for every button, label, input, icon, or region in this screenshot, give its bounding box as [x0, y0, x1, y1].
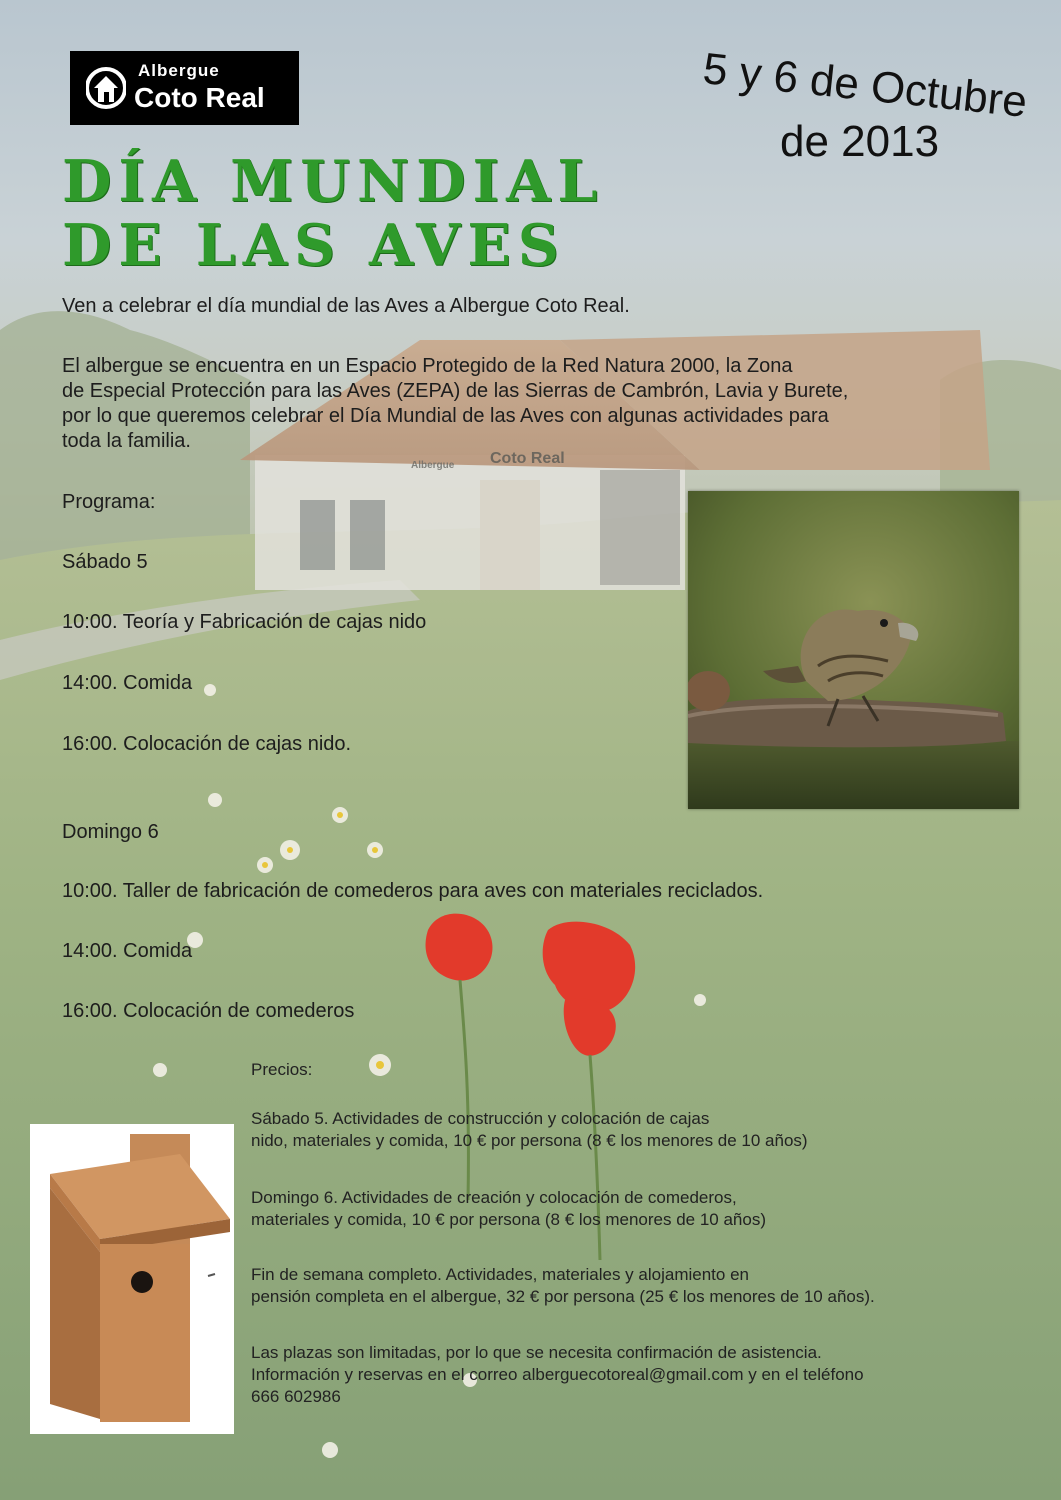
building-door [600, 470, 680, 585]
nest-box-photo [30, 1124, 234, 1434]
intro-text: Ven a celebrar el día mundial de las Aves a Albergue Coto Real. [62, 295, 630, 317]
building-sign-right: Coto Real [490, 450, 565, 467]
bird-photo [688, 491, 1019, 809]
price-line: nido, materiales y comida, 10 € por persona (8 € los menores de 10 años) [251, 1131, 808, 1150]
program-heading: Programa: [62, 491, 156, 513]
building-sign-left: Albergue [411, 460, 455, 471]
prices-heading: Precios: [251, 1060, 313, 1079]
saturday-item: 10:00. Teoría y Fabricación de cajas nido [62, 611, 427, 633]
nest-hole-icon [131, 1271, 153, 1293]
logo-bottom-text: Coto Real [134, 82, 265, 113]
house-logo-icon [86, 66, 126, 110]
logo-top-text: Albergue [138, 61, 220, 80]
saturday-item: 16:00. Colocación de cajas nido. [62, 733, 352, 755]
price-line: materiales y comida, 10 € por persona (8 € los menores de 10 años) [251, 1210, 766, 1229]
event-date-line1: 5 y 6 de Octubre [700, 44, 1030, 127]
description-line: de Especial Protección para las Aves (ZEPA) de las Sierras de Cambrón, Lavia y Burete, [62, 380, 849, 402]
event-date-line2: de 2013 [780, 117, 940, 166]
price-line: Fin de semana completo. Actividades, materiales y alojamiento en [251, 1265, 749, 1284]
price-block-weekend [251, 1264, 875, 1308]
description [62, 354, 848, 454]
saturday-heading: Sábado 5 [62, 551, 148, 573]
sunday-item: 10:00. Taller de fabricación de comederos para aves con materiales reciclados. [62, 880, 764, 902]
logo [70, 51, 299, 125]
price-block-sunday [251, 1187, 766, 1231]
contact-info [251, 1342, 864, 1408]
description-line: por lo que queremos celebrar el Día Mundial de las Aves con algunas actividades para [62, 405, 829, 427]
sunday-heading: Domingo 6 [62, 821, 159, 843]
saturday-item: 14:00. Comida [62, 672, 193, 694]
title-line-1: DÍA MUNDIAL [62, 148, 605, 215]
sunday-item: 14:00. Comida [62, 940, 193, 962]
contact-line: Información y reservas en el correo alberguecotoreal@gmail.com y en el teléfono [251, 1365, 864, 1384]
contact-phone: 666 602986 [251, 1387, 341, 1406]
price-block-saturday [251, 1108, 808, 1152]
page-title [62, 150, 604, 278]
price-line: Domingo 6. Actividades de creación y colocación de comederos, [251, 1188, 737, 1207]
building-pillar [480, 480, 540, 590]
building-window-1 [300, 500, 335, 570]
title-line-2: DE LAS AVES [62, 212, 566, 279]
sunday-item: 16:00. Colocación de comederos [62, 1000, 355, 1022]
price-line: pensión completa en el albergue, 32 € por persona (25 € los menores de 10 años). [251, 1287, 875, 1306]
description-line: El albergue se encuentra en un Espacio Protegido de la Red Natura 2000, la Zona [62, 355, 793, 377]
price-line: Sábado 5. Actividades de construcción y colocación de cajas [251, 1109, 710, 1128]
contact-line: Las plazas son limitadas, por lo que se necesita confirmación de asistencia. [251, 1343, 822, 1362]
building-window-2 [350, 500, 385, 570]
description-line: toda la familia. [62, 430, 191, 452]
